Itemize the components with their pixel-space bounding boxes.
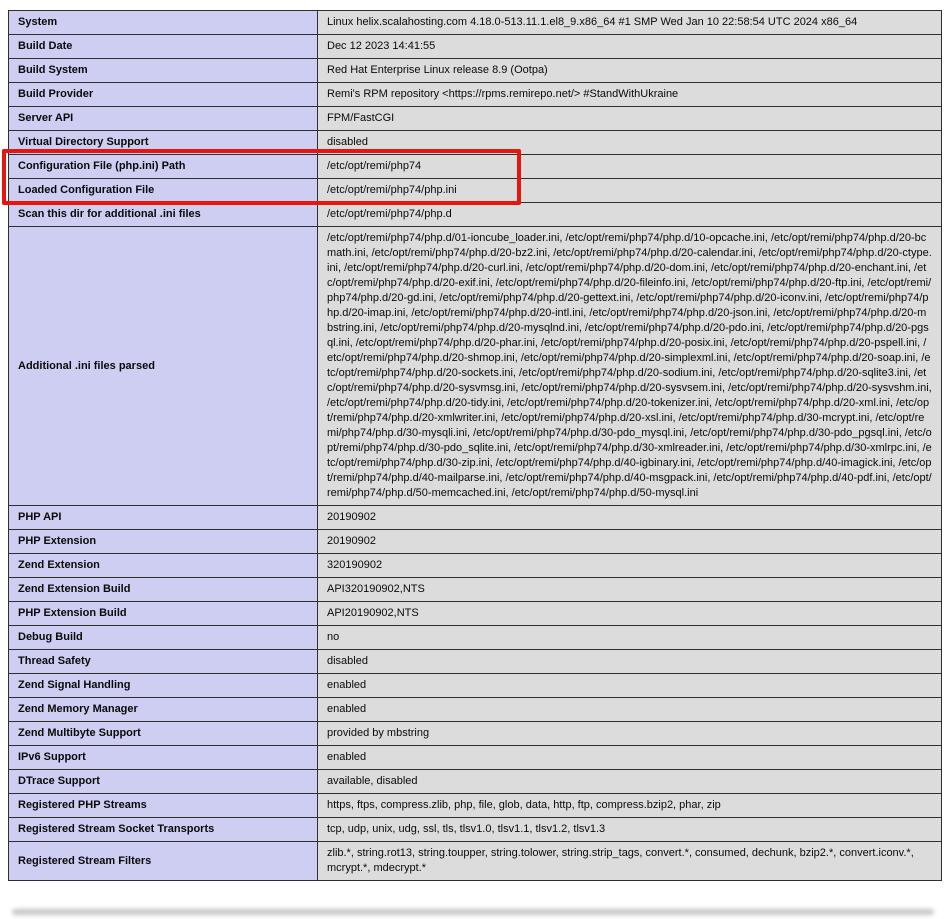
table-row xyxy=(9,35,942,59)
row-value: API320190902,NTS xyxy=(318,578,942,602)
row-label: Zend Extension xyxy=(9,554,318,578)
row-value: Red Hat Enterprise Linux release 8.9 (Ootpa) xyxy=(318,59,942,83)
row-label: PHP Extension xyxy=(9,530,318,554)
row-value: no xyxy=(318,626,942,650)
table-row xyxy=(9,131,942,155)
row-value: 320190902 xyxy=(318,554,942,578)
row-label: Additional .ini files parsed xyxy=(9,227,318,506)
table-row-highlighted xyxy=(9,179,942,203)
table-row xyxy=(9,794,942,818)
row-value: 20190902 xyxy=(318,506,942,530)
row-value: disabled xyxy=(318,650,942,674)
row-label: Registered Stream Socket Transports xyxy=(9,818,318,842)
row-value: tcp, udp, unix, udg, ssl, tls, tlsv1.0, tlsv1.1, tlsv1.2, tlsv1.3 xyxy=(318,818,942,842)
table-row xyxy=(9,650,942,674)
row-label: IPv6 Support xyxy=(9,746,318,770)
row-value: /etc/opt/remi/php74/php.ini xyxy=(318,179,942,203)
table-row xyxy=(9,818,942,842)
row-label: Configuration File (php.ini) Path xyxy=(9,155,318,179)
table-row xyxy=(9,578,942,602)
row-label: Zend Memory Manager xyxy=(9,698,318,722)
row-label: Server API xyxy=(9,107,318,131)
row-value: /etc/opt/remi/php74 xyxy=(318,155,942,179)
row-label: PHP Extension Build xyxy=(9,602,318,626)
row-value: Dec 12 2023 14:41:55 xyxy=(318,35,942,59)
row-value: FPM/FastCGI xyxy=(318,107,942,131)
table-row xyxy=(9,746,942,770)
table-row xyxy=(9,107,942,131)
row-value: /etc/opt/remi/php74/php.d xyxy=(318,203,942,227)
row-label: Build Provider xyxy=(9,83,318,107)
phpinfo-table-body xyxy=(9,11,942,881)
table-row xyxy=(9,842,942,881)
table-row xyxy=(9,83,942,107)
row-value: API20190902,NTS xyxy=(318,602,942,626)
row-label: Zend Multibyte Support xyxy=(9,722,318,746)
table-row xyxy=(9,626,942,650)
table-row xyxy=(9,506,942,530)
table-row xyxy=(9,530,942,554)
table-row xyxy=(9,722,942,746)
table-row xyxy=(9,602,942,626)
table-row xyxy=(9,203,942,227)
row-label: Thread Safety xyxy=(9,650,318,674)
row-value: enabled xyxy=(318,746,942,770)
row-label: Registered PHP Streams xyxy=(9,794,318,818)
table-row xyxy=(9,227,942,506)
screenshot-bottom-shadow xyxy=(12,909,934,915)
row-value: enabled xyxy=(318,698,942,722)
table-row xyxy=(9,698,942,722)
row-value: zlib.*, string.rot13, string.toupper, string.tolower, string.strip_tags, convert.*, consumed, dechunk, bzip2.*, convert.iconv.*, mcrypt.*, mdecrypt.* xyxy=(318,842,942,881)
row-label: Loaded Configuration File xyxy=(9,179,318,203)
row-value: Remi's RPM repository <https://rpms.remirepo.net/> #StandWithUkraine xyxy=(318,83,942,107)
table-row xyxy=(9,11,942,35)
row-label: Build Date xyxy=(9,35,318,59)
row-label: Virtual Directory Support xyxy=(9,131,318,155)
row-label: Zend Signal Handling xyxy=(9,674,318,698)
row-value: disabled xyxy=(318,131,942,155)
row-value: https, ftps, compress.zlib, php, file, glob, data, http, ftp, compress.bzip2, phar, zip xyxy=(318,794,942,818)
row-label: Registered Stream Filters xyxy=(9,842,318,881)
row-label: Build System xyxy=(9,59,318,83)
row-value: available, disabled xyxy=(318,770,942,794)
row-value: enabled xyxy=(318,674,942,698)
table-row xyxy=(9,554,942,578)
table-row xyxy=(9,674,942,698)
table-row xyxy=(9,770,942,794)
row-value: provided by mbstring xyxy=(318,722,942,746)
row-label: Zend Extension Build xyxy=(9,578,318,602)
row-label: Debug Build xyxy=(9,626,318,650)
row-label: Scan this dir for additional .ini files xyxy=(9,203,318,227)
row-label: PHP API xyxy=(9,506,318,530)
table-row xyxy=(9,59,942,83)
row-value: 20190902 xyxy=(318,530,942,554)
row-value: Linux helix.scalahosting.com 4.18.0-513.11.1.el8_9.x86_64 #1 SMP Wed Jan 10 22:58:54 UTC 2024 x86_64 xyxy=(318,11,942,35)
phpinfo-core-table xyxy=(8,10,942,881)
row-value: /etc/opt/remi/php74/php.d/01-ioncube_loader.ini, /etc/opt/remi/php74/php.d/10-opcache.ini, /etc/opt/remi/php74/php.d/20-bcmath.ini, /etc/opt/remi/php74/php.d/20-bz2.ini, /etc/opt/remi/php74/php.d/20-calendar.ini, /etc/opt/remi/php74/php.d/20-ctype.ini, /etc/opt/remi/php74/php.d/20-curl.ini, /etc/opt/remi/php74/php.d/20-dom.ini, /etc/opt/remi/php74/php.d/20-enchant.ini, /etc/opt/remi/php74/php.d/20-exif.ini, /etc/opt/remi/php74/php.d/20-fileinfo.ini, /etc/opt/remi/php74/php.d/20-ftp.ini, /etc/opt/remi/php74/php.d/20-gd.ini, /etc/opt/remi/php74/php.d/20-gettext.ini, /etc/opt/remi/php74/php.d/20-iconv.ini, /etc/opt/remi/php74/php.d/20-imap.ini, /etc/opt/remi/php74/php.d/20-intl.ini, /etc/opt/remi/php74/php.d/20-json.ini, /etc/opt/remi/php74/php.d/20-mbstring.ini, /etc/opt/remi/php74/php.d/20-mysqlnd.ini, /etc/opt/remi/php74/php.d/20-pdo.ini, /etc/opt/remi/php74/php.d/20-pgsql.ini, /etc/opt/remi/php74/php.d/20-phar.ini, /etc/opt/remi/php74/php.d/20-posix.ini, /etc/opt/remi/php74/php.d/20-pspell.ini, /etc/opt/remi/php74/php.d/20-shmop.ini, /etc/opt/remi/php74/php.d/20-simplexml.ini, /etc/opt/remi/php74/php.d/20-soap.ini, /etc/opt/remi/php74/php.d/20-sockets.ini, /etc/opt/remi/php74/php.d/20-sodium.ini, /etc/opt/remi/php74/php.d/20-sqlite3.ini, /etc/opt/remi/php74/php.d/20-sysvmsg.ini, /etc/opt/remi/php74/php.d/20-sysvsem.ini, /etc/opt/remi/php74/php.d/20-sysvshm.ini, /etc/opt/remi/php74/php.d/20-tidy.ini, /etc/opt/remi/php74/php.d/20-tokenizer.ini, /etc/opt/remi/php74/php.d/20-xml.ini, /etc/opt/remi/php74/php.d/20-xmlwriter.ini, /etc/opt/remi/php74/php.d/20-xsl.ini, /etc/opt/remi/php74/php.d/30-mcrypt.ini, /etc/opt/remi/php74/php.d/30-mysqli.ini, /etc/opt/remi/php74/php.d/30-pdo_mysql.ini, /etc/opt/remi/php74/php.d/30-pdo_pgsql.ini, /etc/opt/remi/php74/php.d/30-pdo_sqlite.ini, /etc/opt/remi/php74/php.d/30-xmlreader.ini, /etc/opt/remi/php74/php.d/30-xmlrpc.ini, /etc/opt/remi/php74/php.d/30-zip.ini, /etc/opt/remi/php74/php.d/40-igbinary.ini, /etc/opt/remi/php74/php.d/40-imagick.ini, /etc/opt/remi/php74/php.d/40-mailparse.ini, /etc/opt/remi/php74/php.d/40-msgpack.ini, /etc/opt/remi/php74/php.d/40-pdf.ini, /etc/opt/remi/php74/php.d/50-memcached.ini, /etc/opt/remi/php74/php.d/50-mysql.ini xyxy=(318,227,942,506)
table-row-highlighted xyxy=(9,155,942,179)
row-label: DTrace Support xyxy=(9,770,318,794)
row-label: System xyxy=(9,11,318,35)
